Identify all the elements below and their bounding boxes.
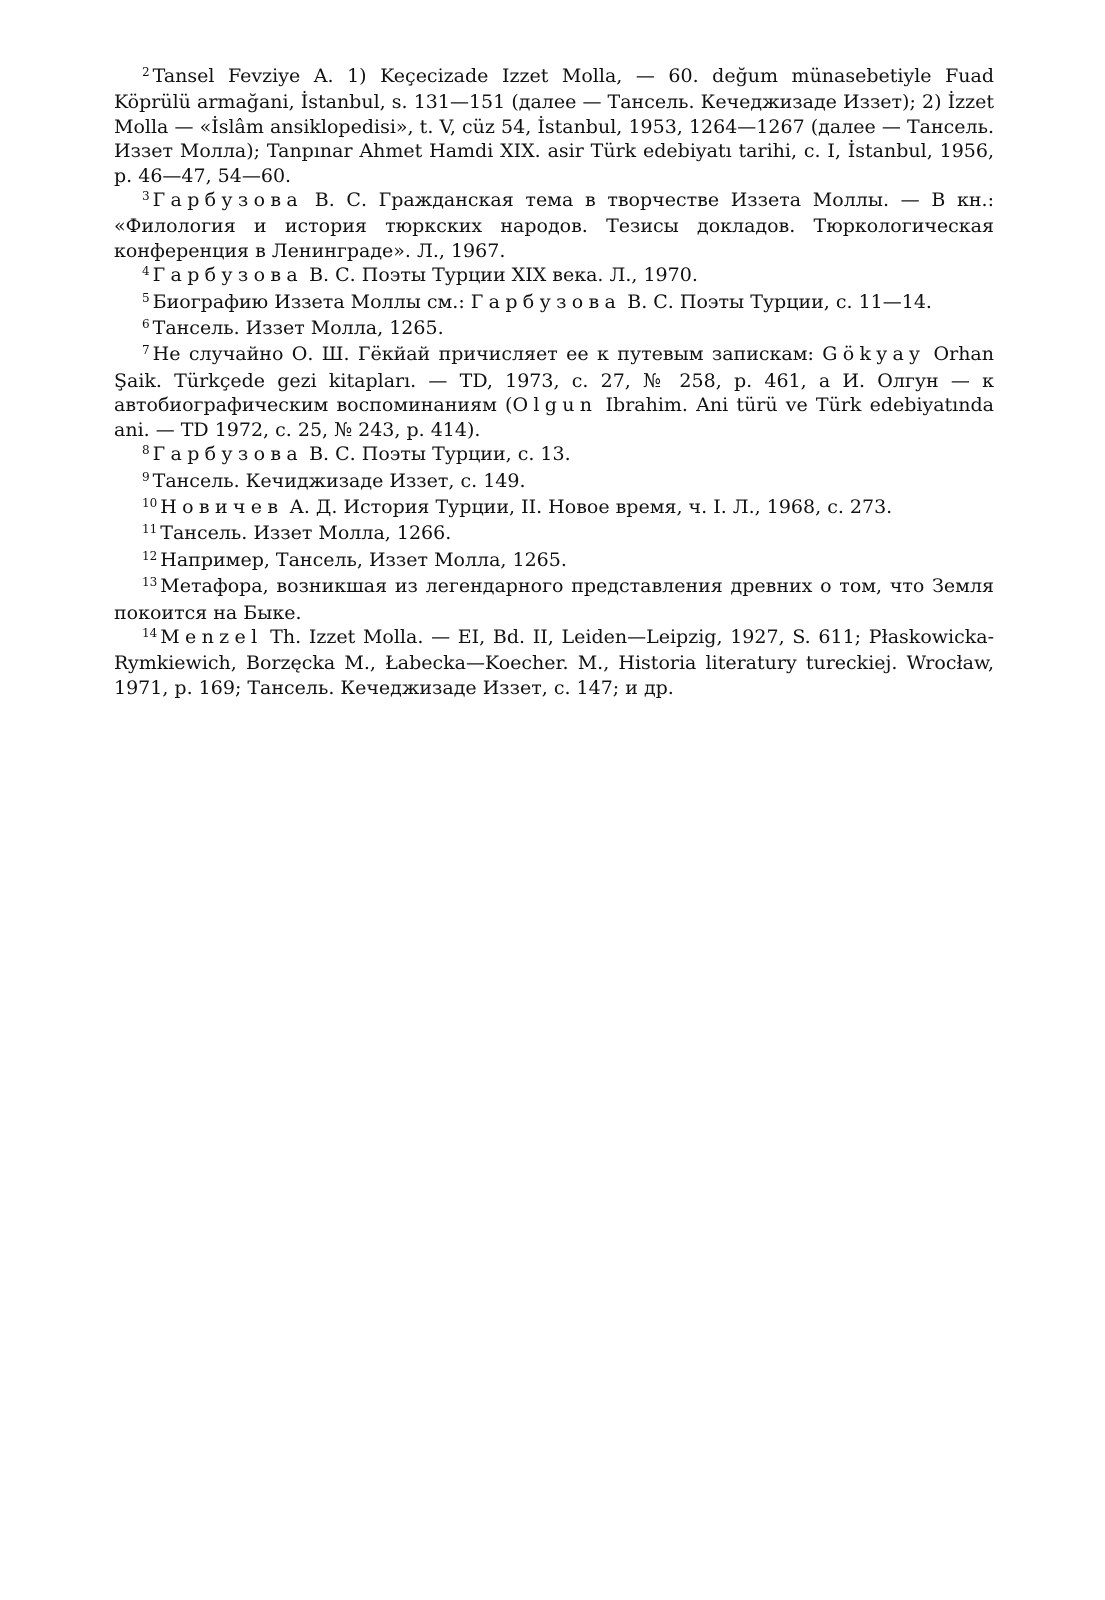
author-name: Menzel: [160, 625, 263, 648]
footnote-9: [114, 469, 994, 495]
footnote-14: [114, 625, 994, 700]
footnote-7: [114, 342, 994, 442]
footnote-text: Th. Izzet Molla. — EI, Bd. II, Leiden—Leipzig, 1927, S. 611; Płaskowicka-Rymkiewich, Borzęcka M., Łabecka—Koecher. M., Historia literatury tureckiej. Wrocław, 1971, p. 169; Тансель. Кечеджизаде Иззет, с. 147; и др.: [114, 625, 994, 699]
footnote-text: Тансель. Иззет Молла, 1266.: [160, 522, 452, 545]
footnote-number: 4: [142, 264, 150, 279]
footnote-number: 14: [142, 625, 158, 640]
footnote-text: В. С. Гражданская тема в творчестве Иззета Моллы. — В кн.: «Филология и история тюркских народов. Тезисы докладов. Тюркологическая конференция в Ленинграде». Л., 1967.: [114, 189, 994, 262]
author-name: Olgun: [512, 394, 598, 417]
author-name: Гарбузова: [470, 290, 622, 313]
footnote-text: Тансель. Иззет Молла, 1265.: [152, 317, 444, 340]
author-name: Новичев: [160, 495, 284, 518]
author-name: Gökyay: [822, 343, 926, 366]
footnote-3: [114, 188, 994, 263]
footnote-5: [114, 290, 994, 316]
footnote-10: [114, 495, 994, 521]
footnote-text: Ibrahim. Ani türü ve Türk edebiyatında ani. — TD 1972, c. 25, № 243, p. 414).: [114, 394, 994, 441]
footnote-11: [114, 521, 994, 547]
footnote-text: Tansel Fevziye A. 1) Keçecizade Izzet Molla, — 60. değum münasebetiyle Fuad Köprülü armağani, İstanbul, s. 131—151 (далее — Тансель. Кечеджизаде Иззет); 2) İzzet Molla — «İslâm ansiklopedisi», t. V, cüz 54, İstanbul, 1953, 1264—1267 (далее — Тансель. Иззет Молла); Tanpınar Ahmet Hamdi XIX. asir Türk edebiyatı tarihi, c. I, İstanbul, 1956, p. 46—47, 54—60.: [114, 65, 994, 187]
footnote-number: 11: [142, 522, 158, 537]
footnote-text: Тансель. Кечиджизаде Иззет, с. 149.: [152, 469, 526, 492]
footnote-number: 8: [142, 443, 150, 458]
footnote-4: [114, 263, 994, 289]
footnote-2: [114, 64, 994, 188]
footnote-12: [114, 548, 994, 574]
footnote-text: Orhan Şaik. Türkçede gezi kitapları. — TD, 1973, c. 27, № 258, p. 461, а И. Олгун — к автобиографическим воспоминаниям (: [114, 343, 994, 417]
footnote-number: 3: [142, 189, 150, 204]
footnote-text: Не случайно О. Ш. Гёкйай причисляет ее к путевым запискам:: [152, 343, 823, 366]
author-name: Гарбузова: [152, 189, 304, 212]
footnote-text: Например, Тансель, Иззет Молла, 1265.: [160, 548, 567, 571]
footnote-text: Метафора, возникшая из легендарного представления древних о том, что Земля покоится на Быке.: [114, 575, 994, 624]
footnote-number: 6: [142, 317, 150, 332]
footnote-13: [114, 574, 994, 625]
footnote-number: 10: [142, 495, 158, 510]
footnote-text: Биографию Иззета Моллы см.:: [152, 290, 471, 313]
footnote-text: В. С. Поэты Турции XIX века. Л., 1970.: [303, 264, 698, 287]
author-name: Гарбузова: [152, 443, 304, 466]
footnote-8: [114, 442, 994, 468]
footnote-number: 2: [142, 65, 150, 79]
footnote-number: 7: [142, 343, 150, 358]
footnotes-section: [114, 64, 994, 700]
footnote-number: 12: [142, 548, 158, 563]
footnote-text: А. Д. История Турции, II. Новое время, ч. I. Л., 1968, с. 273.: [283, 495, 893, 518]
footnote-text: В. С. Поэты Турции, с. 13.: [303, 443, 571, 466]
footnote-number: 5: [142, 290, 150, 305]
footnote-6: [114, 316, 994, 342]
footnote-text: В. С. Поэты Турции, с. 11—14.: [621, 290, 932, 313]
author-name: Гарбузова: [152, 264, 304, 287]
footnote-number: 9: [142, 469, 150, 484]
footnote-number: 13: [142, 575, 158, 590]
